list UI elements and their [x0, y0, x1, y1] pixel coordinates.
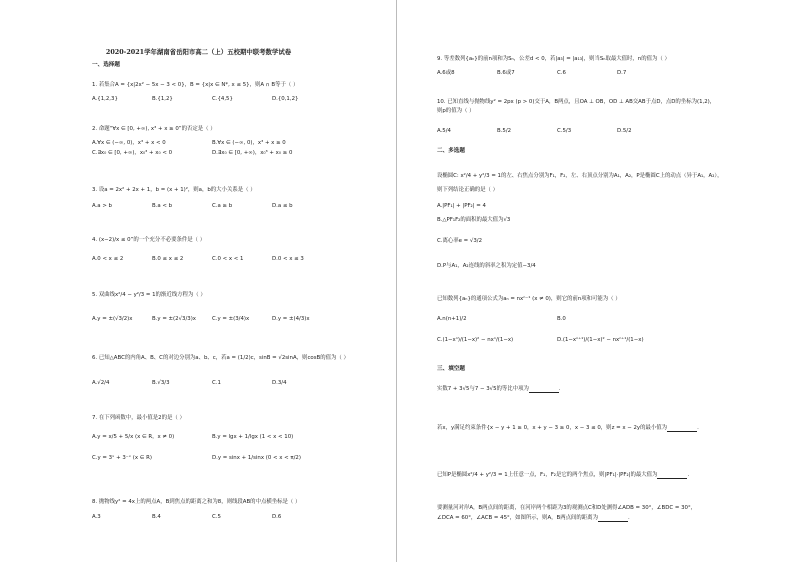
q3-option-b: B.a < b [152, 203, 173, 209]
q9-option-a: A.6或8 [437, 70, 455, 76]
q3-option-c: C.a ≥ b [212, 203, 233, 209]
q6-option-c: C.1 [212, 380, 221, 386]
q4-option-c: C.0 < x < 1 [212, 256, 244, 262]
q2-option-b: B.∀x ∈ (−∞, 0)，x³ + x ≥ 0 [212, 140, 286, 146]
q5-stem: 5. 双曲线x²/4 − y²/3 = 1的渐近线方程为（ ） [92, 292, 206, 298]
q8-stem: 8. 抛物线y² = 4x上的两点A，B到焦点的距离之和为8，则线段AB的中点横坐标是（ ） [92, 499, 301, 505]
q6-stem: 6. 已知△ABC的内角A、B、C的对边分别为a、b、c，若a = (1/2)c，sinB = √2sinA，则cosB的值为（ ） [92, 355, 349, 361]
q1-option-b: B.{1,2} [152, 96, 173, 102]
q14-answer-blank[interactable] [667, 426, 697, 432]
q11-stem: 设椭圆C: x²/4 + y²/3 = 1的左、右焦点分别为F₁，F₂，左、右顶点分别为A₁，A₂，P是椭圆C上的动点（异于A₁，A₂）， [437, 173, 723, 179]
q16-answer-blank[interactable] [598, 516, 628, 522]
q8-option-b: B.4 [152, 514, 161, 520]
q16-text-cont: ∠DCA = 60°，∠ACB = 45°，如图所示，则A，B两点间的距离为 [437, 515, 598, 521]
q15-text: 已知P是椭圆x²/4 + y²/3 = 1上任意一点，F₁，F₂是它的两个焦点，则|PF₁|·|PF₂|的最大值为 [437, 472, 658, 478]
q2-option-d: D.∃x₀ ∈ [0, +∞)，x₀³ + x₀ ≥ 0 [212, 150, 293, 156]
q14-period: . [697, 425, 699, 431]
q5-option-d: D.y = ±(4/3)x [272, 316, 310, 322]
section-multi-heading: 二、多选题 [437, 148, 465, 154]
q16-text: 要测量河对岸A，B两点间的距离，在河岸两个相距为3的观测点C和D处测得∠ADB = 30°，∠BDC = 30°， [437, 505, 697, 511]
q10-option-a: A.5/4 [437, 128, 451, 134]
q8-option-a: A.3 [92, 514, 101, 520]
q4-option-a: A.0 < x ≤ 2 [92, 256, 124, 262]
q15-period: . [687, 472, 690, 478]
section-choice-heading: 一、选择题 [92, 62, 120, 68]
q11-stem-cont: 则下列结论正确的是（ ） [437, 187, 499, 193]
q10-option-c: C.5/3 [557, 128, 572, 134]
q11-option-d: D.P与A₁，A₂连线的斜率之积为定值−3/4 [437, 263, 536, 269]
q8-option-d: D.6 [272, 514, 282, 520]
q6-option-b: B.√3/3 [152, 380, 170, 386]
q3-stem: 3. 设a = 2x² + 2x + 1，b = (x + 1)²，则a，b的大小关系是（ ） [92, 187, 256, 193]
q14-line [437, 425, 699, 432]
q7-stem: 7. 在下列函数中，最小值是2的是（ ） [92, 415, 185, 421]
q1-option-d: D.{0,1,2} [272, 96, 299, 102]
q9-option-d: D.7 [617, 70, 627, 76]
q5-option-a: A.y = ±(√3/2)x [92, 316, 133, 322]
q16-period: . [627, 515, 630, 521]
q10-option-d: D.5/2 [617, 128, 632, 134]
q7-option-b: B.y = lgx + 1/lgx (1 < x < 10) [212, 434, 294, 440]
page-title: 2020-2021学年湖南省岳阳市高二（上）五校期中联考数学试卷 [105, 48, 292, 56]
q14-text: 若x，y满足约束条件{x − y + 1 ≥ 0，x + y − 3 ≥ 0，x − 3 ≤ 0，则z = x − 2y的最小值为 [437, 425, 668, 431]
q5-option-c: C.y = ±(3/4)x [212, 316, 250, 322]
q1-option-a: A.{1,2,3} [92, 96, 118, 102]
q1-option-c: C.{4,5} [212, 96, 233, 102]
q9-stem: 9. 等差数列{aₙ}的前n项和为Sₙ，公差d < 0，若|a₃| = |a₁₃|，则当Sₙ取最大值时，n的值为（ ） [437, 56, 670, 62]
right-column [397, 0, 794, 562]
q12-option-d: D.(1−xⁿ⁺¹)/(1−x)² − nxⁿ⁺¹/(1−x) [557, 337, 644, 343]
q10-stem-cont: 则p的值为（ ） [437, 108, 475, 114]
q6-option-a: A.√2/4 [92, 380, 110, 386]
q15-answer-blank[interactable] [657, 472, 690, 479]
q12-option-a: A.n(n+1)/2 [437, 316, 467, 322]
q7-option-d: D.y = sinx + 1/sinx (0 < x < π/2) [212, 455, 301, 461]
q5-option-b: B.y = ±(2√3/3)x [152, 316, 196, 322]
section-fill-heading: 三、填空题 [437, 366, 465, 372]
q7-option-c: C.y = 3ˣ + 3⁻ˣ (x ∈ R) [92, 455, 153, 461]
q12-option-b: B.0 [557, 316, 566, 322]
q2-option-a: A.∀x ∈ (−∞, 0)，x³ + x < 0 [92, 140, 166, 146]
q2-stem: 2. 命题“∀x ∈ [0, +∞), x³ + x ≥ 0”的否定是（ ） [92, 126, 216, 132]
q6-option-d: D.3/4 [272, 380, 287, 386]
q9-option-c: C.6 [557, 70, 566, 76]
q12-option-c: C.(1−xⁿ)/(1−x)² − nxⁿ/(1−x) [437, 337, 514, 343]
q13-line [437, 386, 561, 393]
q13-answer-blank[interactable] [529, 387, 559, 393]
q4-option-d: D.0 < x ≤ 3 [272, 256, 304, 262]
q15-line [437, 472, 689, 479]
q3-option-a: A.a > b [92, 203, 112, 209]
q8-option-c: C.5 [212, 514, 221, 520]
q3-option-d: D.a ≤ b [272, 203, 293, 209]
q13-text: 实数7 + 3√5与7 − 3√5的等比中项为 [437, 386, 529, 392]
q4-option-b: B.0 ≤ x ≤ 2 [152, 256, 184, 262]
q11-option-b: B.△PF₁F₂的面积的最大值为√3 [437, 217, 511, 223]
q11-option-a: A.|PF₁| + |PF₂| = 4 [437, 203, 486, 209]
q2-option-c: C.∃x₀ ∈ [0, +∞)，x₀³ + x₀ < 0 [92, 150, 172, 156]
q4-stem: 4. (x−2)/x ≤ 0”的一个充分不必要条件是（ ） [92, 237, 206, 243]
q10-stem: 10. 已知直线与抛物线y² = 2px (p > 0)交于A，B两点，且OA ⊥ OB，OD ⊥ AB交AB于点D，点D的坐标为(1,2)， [437, 99, 716, 105]
q16-line2 [437, 515, 630, 522]
q11-option-c: C.离心率e = √3/2 [437, 238, 483, 244]
q13-period: . [558, 386, 561, 392]
q12-stem: 已知数列{aₙ}的通项公式为aₙ = nxⁿ⁻¹ (x ≠ 0)，则它的前n项和可能为（ ） [437, 296, 621, 302]
q1-stem: 1. 若集合A = {x|2x² − 5x − 3 < 0}，B = {x|x ∈ N*, x ≤ 5}，则A ∩ B等于（ ） [92, 82, 299, 88]
q10-option-b: B.5/2 [497, 128, 512, 134]
q9-option-b: B.6或7 [497, 70, 515, 76]
q7-option-a: A.y = x/5 + 5/x (x ∈ R，x ≠ 0) [92, 434, 175, 440]
